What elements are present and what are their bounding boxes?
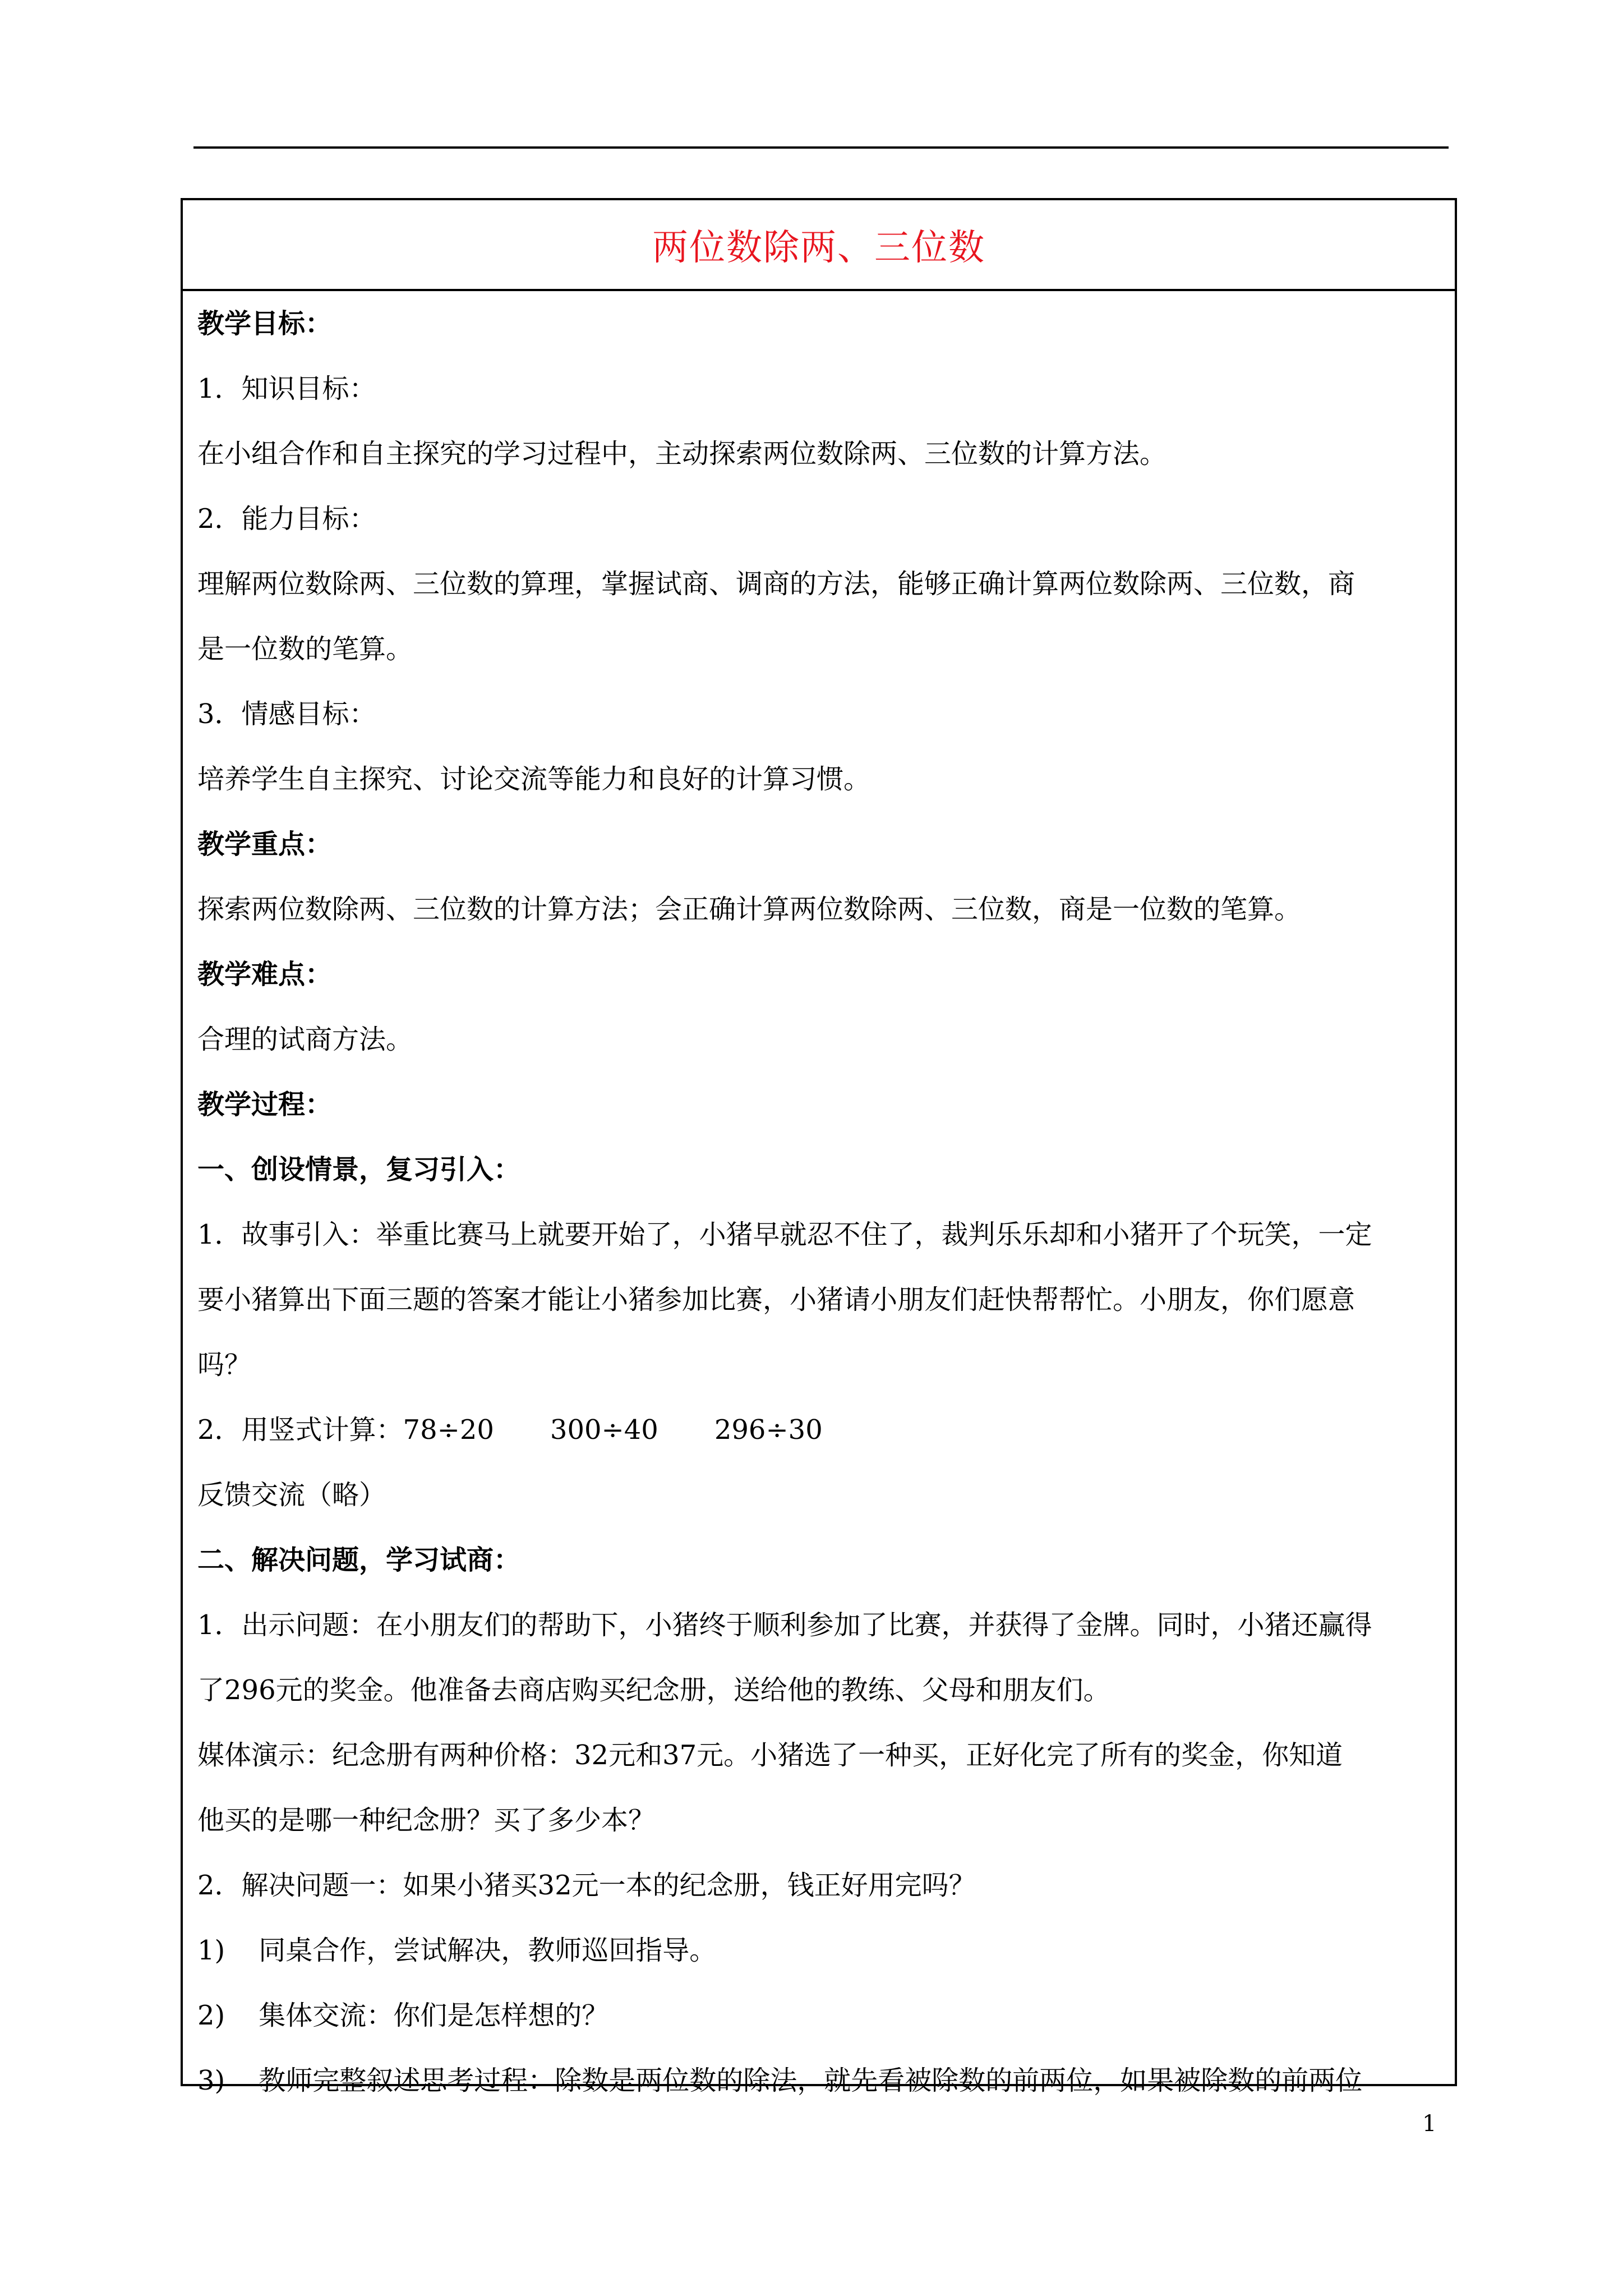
section-heading: 教学难点：: [197, 959, 333, 990]
step-number: 1): [197, 1935, 225, 1966]
paragraph-line: 在小组合作和自主探究的学习过程中，主动探索两位数除两、三位数的计算方法。: [197, 438, 1167, 470]
calculation-line: [197, 1397, 1442, 1462]
section-heading: 教学目标：: [197, 308, 333, 339]
paragraph-line: 2．解决问题一：如果小猪买32元一本的纪念册，钱正好用完吗？: [197, 1870, 976, 1901]
paragraph-line: 1．故事引入：举重比赛马上就要开始了，小猪早就忍不住了，裁判乐乐却和小猪开了个玩笑，一定: [197, 1219, 1372, 1250]
step-text: 集体交流：你们是怎样想的？: [259, 2000, 609, 2031]
calculation-3: 296÷30: [714, 1414, 823, 1446]
paragraph-line: 探索两位数除两、三位数的计算方法；会正确计算两位数除两、三位数，商是一位数的笔算。: [197, 894, 1302, 925]
section-heading: 一、创设情景，复习引入：: [197, 1154, 521, 1185]
step-number: 3): [197, 2065, 225, 2096]
lesson-plan-table: [181, 198, 1457, 2096]
numbered-step: [197, 2048, 1442, 2113]
numbered-step: [197, 1983, 1442, 2048]
paragraph-line: 要小猪算出下面三题的答案才能让小猪参加比赛，小猪请小朋友们赶快帮帮忙。小朋友，你们愿意: [197, 1284, 1355, 1315]
document-title: 两位数除两、三位数: [652, 227, 985, 269]
paragraph-line: 培养学生自主探究、讨论交流等能力和良好的计算习惯。: [197, 763, 871, 795]
calculation-1: 2．用竖式计算：78÷20: [197, 1414, 494, 1446]
title-row: [183, 200, 1455, 291]
page-number: 1: [1422, 2111, 1437, 2137]
step-number: 2): [197, 2000, 225, 2031]
header-rule: [193, 146, 1449, 149]
list-item: 3．情感目标：: [197, 698, 376, 730]
calculation-2: 300÷40: [550, 1414, 658, 1446]
paragraph-line: 是一位数的笔算。: [197, 633, 413, 665]
section-heading: 二、解决问题，学习试商：: [197, 1544, 521, 1576]
numbered-step: [197, 1918, 1442, 1983]
paragraph-line: 1．出示问题：在小朋友们的帮助下，小猪终于顺利参加了比赛，并获得了金牌。同时，小猪还赢得: [197, 1609, 1372, 1641]
paragraph-line: 他买的是哪一种纪念册？买了多少本？: [197, 1805, 656, 1836]
section-heading: 教学过程：: [197, 1089, 333, 1120]
paragraph-line: 吗？: [197, 1349, 252, 1381]
step-text: 教师完整叙述思考过程：除数是两位数的除法，就先看被除数的前两位，如果被除数的前两位: [259, 2065, 1363, 2096]
paragraph-line: 合理的试商方法。: [197, 1024, 413, 1055]
section-heading: 教学重点：: [197, 829, 333, 860]
paragraph-line: 了296元的奖金。他准备去商店购买纪念册，送给他的教练、父母和朋友们。: [197, 1674, 1110, 1706]
table-content: [183, 291, 1455, 2113]
paragraph-line: 媒体演示：纪念册有两种价格：32元和37元。小猪选了一种买，正好化完了所有的奖金，你知道: [197, 1740, 1343, 1771]
paragraph-line: 反馈交流（略）: [197, 1479, 386, 1511]
list-item: 2．能力目标：: [197, 503, 376, 535]
paragraph-line: 理解两位数除两、三位数的算理，掌握试商、调商的方法，能够正确计算两位数除两、三位数，商: [197, 568, 1355, 600]
step-text: 同桌合作，尝试解决，教师巡回指导。: [259, 1935, 717, 1966]
list-item: 1．知识目标：: [197, 373, 376, 404]
